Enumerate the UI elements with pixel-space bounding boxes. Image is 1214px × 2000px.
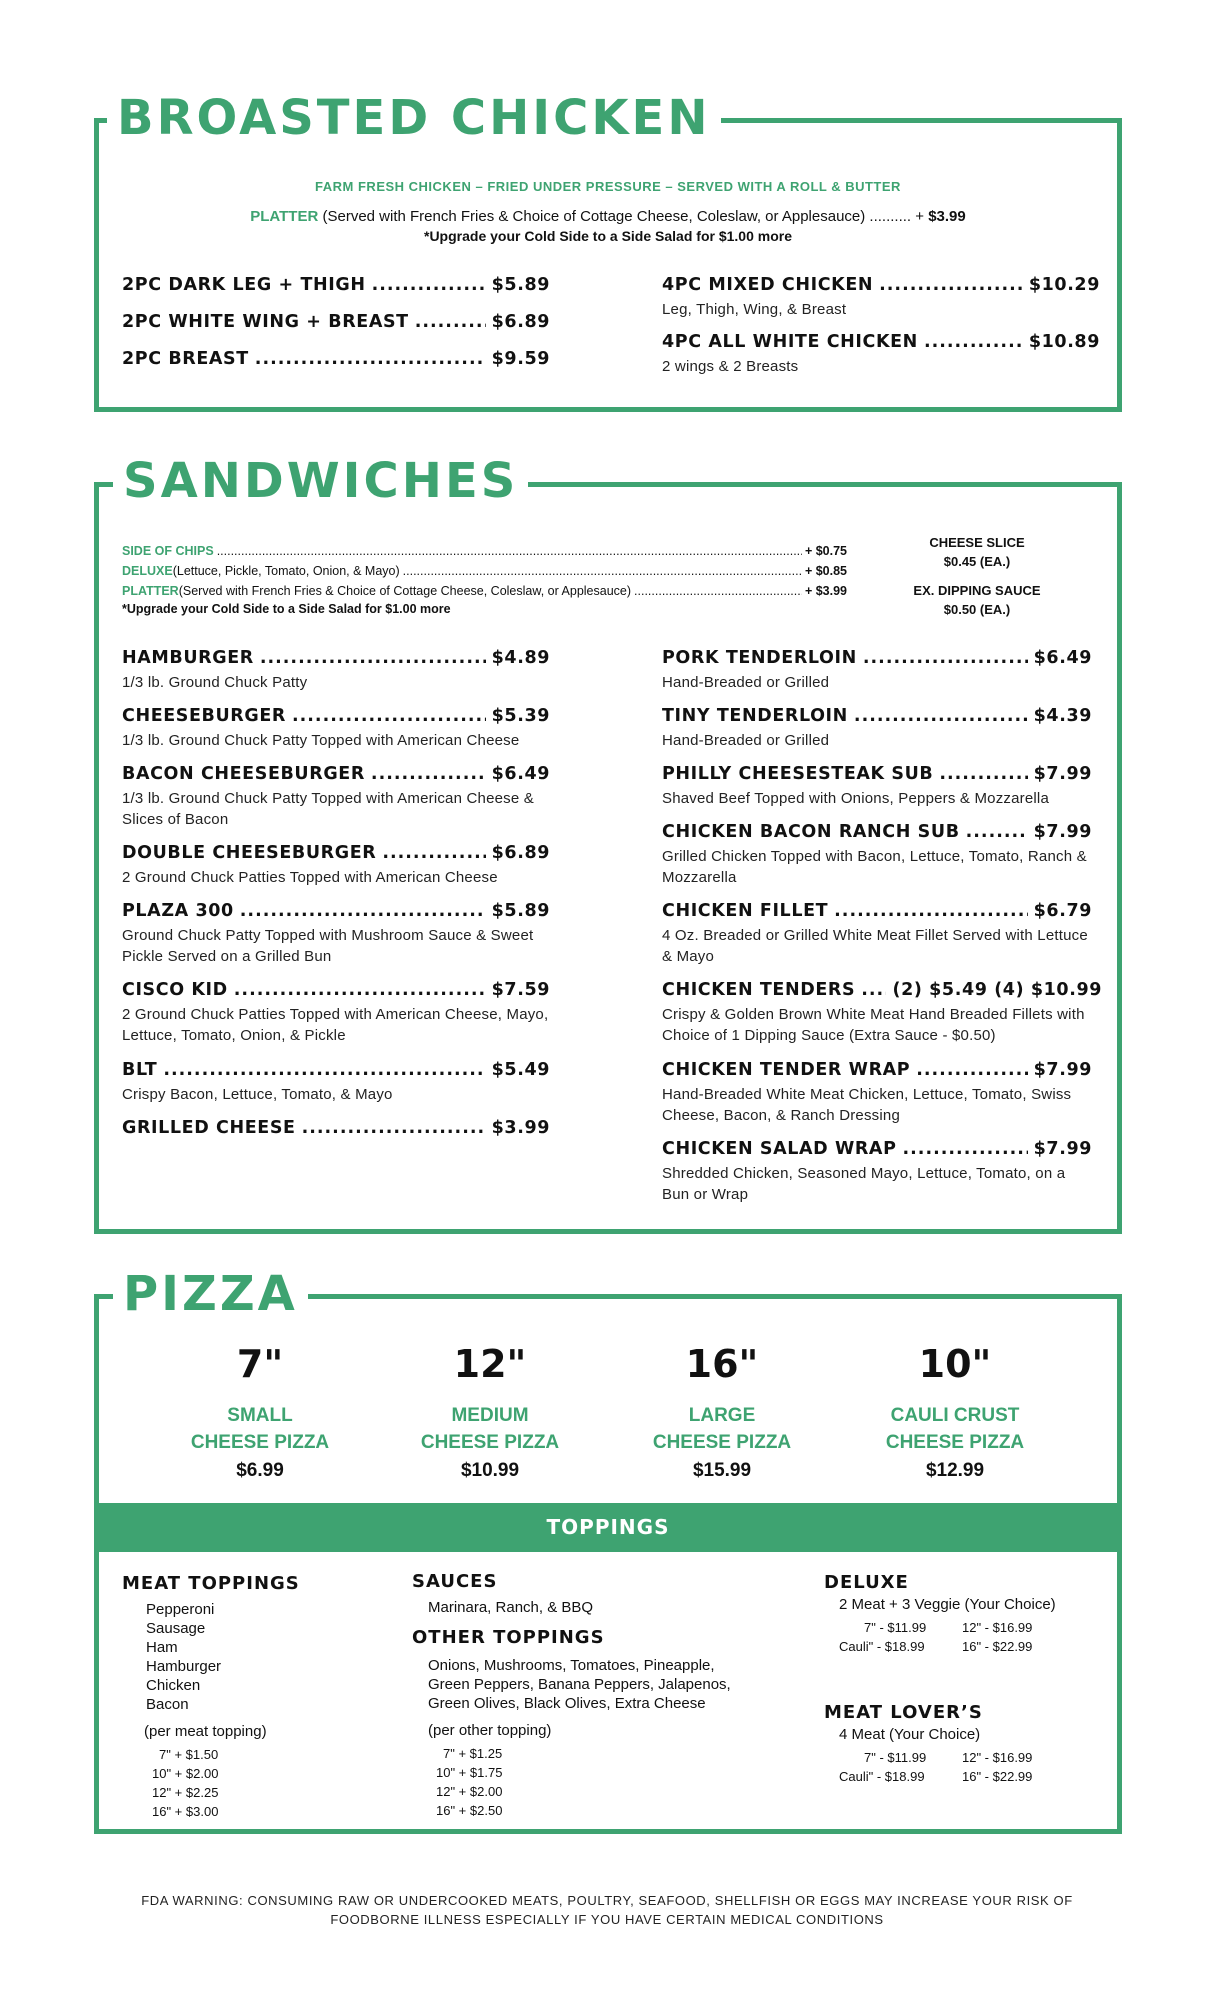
item-name: CHICKEN BACON RANCH SUB — [662, 822, 960, 842]
topping-price: 16" + $3.00 — [152, 1804, 219, 1819]
menu-item — [662, 764, 1092, 809]
leader-dots — [415, 312, 486, 332]
leader-dots — [854, 706, 1028, 726]
meat-toppings — [122, 1573, 382, 1821]
item-description: 2 wings & 2 Breasts — [662, 358, 799, 375]
item-description: Crispy Bacon, Lettuce, Tomato, & Mayo — [122, 1086, 393, 1103]
menu-item — [662, 980, 1102, 1046]
leader-dots — [924, 332, 1023, 352]
list-item: Pepperoni — [146, 1601, 215, 1618]
extra-price: + $0.85 — [804, 564, 847, 578]
platter-price: $3.99 — [928, 208, 966, 225]
pizza-name-line1: CAULI CRUST — [890, 1405, 1020, 1426]
deluxe-price: 7" - $11.99 — [864, 1620, 927, 1635]
meat-lovers-prices — [839, 1748, 1114, 1786]
leader-dots — [916, 1060, 1027, 1080]
item-price: $7.99 — [1033, 764, 1092, 784]
fda-warning-line: FDA WARNING: CONSUMING RAW OR UNDERCOOKED MEATS, POULTRY, SEAFOOD, SHELLFISH OR EGGS MAY INCREASE YOUR RISK OF — [141, 1893, 1073, 1908]
dipping-sauce-price: $0.50 (EA.) — [943, 602, 1011, 617]
leader-dots — [371, 764, 486, 784]
item-price: $9.59 — [491, 349, 550, 369]
cheese-slice-label: CHEESE SLICE — [929, 535, 1025, 550]
item-name: 2PC WHITE WING + BREAST — [122, 312, 409, 332]
deluxe-price: Cauli" - $18.99 — [839, 1639, 925, 1654]
pizza-price: $15.99 — [692, 1460, 752, 1481]
pizza-size-cauli — [855, 1342, 1055, 1482]
item-price: $5.49 — [491, 1060, 550, 1080]
meat-lovers-price: Cauli" - $18.99 — [839, 1769, 925, 1784]
broasted-chicken-title: BROASTED CHICKEN — [107, 94, 721, 142]
leader-dots — [255, 349, 486, 369]
fda-warning-line: FOODBORNE ILLNESS ESPECIALLY IF YOU HAVE CERTAIN MEDICAL CONDITIONS — [330, 1912, 884, 1927]
leader-dots — [403, 564, 802, 578]
topping-price: 10" + $1.75 — [436, 1765, 503, 1780]
topping-price: 10" + $2.00 — [152, 1766, 219, 1781]
extra-label: DELUXE — [122, 564, 173, 578]
pizza-name-line1: MEDIUM — [451, 1405, 529, 1426]
meat-lovers-price: 7" - $11.99 — [864, 1750, 927, 1765]
cheese-slice-note — [882, 533, 1072, 571]
extra-text: (Served with French Fries & Choice of Cottage Cheese, Coleslaw, or Applesauce) — [178, 584, 632, 598]
deluxe-price: 16" - $22.99 — [962, 1639, 1033, 1654]
pizza-price: $12.99 — [925, 1460, 985, 1481]
sauces — [412, 1571, 792, 1617]
pizza-name-line2: CHEESE PIZZA — [885, 1432, 1025, 1453]
cheese-slice-price: $0.45 (EA.) — [943, 554, 1011, 569]
item-description: Ground Chuck Patty Topped with Mushroom Sauce & Sweet Pickle Served on a Grilled Bun — [122, 927, 534, 965]
list-item: Bacon — [146, 1696, 189, 1713]
pizza-size-small — [160, 1342, 360, 1482]
broasted-upgrade: *Upgrade your Cold Side to a Side Salad for $1.00 more — [424, 228, 792, 244]
extra-row — [122, 584, 847, 598]
item-price: $7.99 — [1033, 822, 1092, 842]
extra-price: + $3.99 — [804, 584, 847, 598]
menu-item — [662, 901, 1092, 967]
pizza-price: $6.99 — [236, 1460, 284, 1481]
list-item: Chicken — [146, 1677, 201, 1694]
item-description: Hand-Breaded or Grilled — [662, 674, 830, 691]
item-description: Hand-Breaded White Meat Chicken, Lettuce, Tomato, Swiss Cheese, Bacon, & Ranch Dressing — [662, 1086, 1072, 1124]
pizza-name-line2: CHEESE PIZZA — [420, 1432, 560, 1453]
menu-item — [662, 1060, 1092, 1126]
leader-dots — [260, 648, 486, 668]
sandwiches-title: SANDWICHES — [113, 457, 528, 505]
pizza-size: 12" — [453, 1342, 527, 1386]
leader-dots — [634, 584, 802, 598]
item-name: CHICKEN SALAD WRAP — [662, 1139, 897, 1159]
leader-dots — [372, 275, 486, 295]
item-description: 1/3 lb. Ground Chuck Patty Topped with American Cheese & Slices of Bacon — [122, 790, 534, 828]
leader-dots — [861, 980, 886, 1000]
topping-price: 12" + $2.25 — [152, 1785, 219, 1800]
menu-item — [122, 648, 550, 693]
item-description: 2 Ground Chuck Patties Topped with American Cheese, Mayo, Lettuce, Tomato, Onion, & Pickle — [122, 1006, 549, 1044]
leader-dots — [939, 764, 1027, 784]
item-description: Crispy & Golden Brown White Meat Hand Breaded Fillets with Choice of 1 Dipping Sauce (Extra Sauce - $0.50) — [662, 1006, 1085, 1044]
pizza-size: 16" — [685, 1342, 759, 1386]
item-name: CHICKEN TENDERS — [662, 980, 856, 1000]
extra-label: PLATTER — [122, 584, 179, 598]
topping-price: 7" + $1.25 — [443, 1746, 503, 1761]
menu-item — [662, 822, 1092, 888]
leader-dots — [834, 901, 1027, 921]
item-description: 1/3 lb. Ground Chuck Patty — [122, 674, 308, 691]
item-name: CISCO KID — [122, 980, 228, 1000]
toppings-banner: TOPPINGS — [99, 1503, 1117, 1552]
pizza-name-line2: CHEESE PIZZA — [652, 1432, 792, 1453]
item-description: Grilled Chicken Topped with Bacon, Lettuce, Tomato, Ranch & Mozzarella — [662, 848, 1087, 886]
other-topping-note: (per other topping) — [428, 1722, 552, 1739]
item-name: TINY TENDERLOIN — [662, 706, 848, 726]
leader-dots — [863, 648, 1028, 668]
menu-item — [122, 312, 550, 332]
meat-toppings-title: MEAT TOPPINGS — [122, 1573, 300, 1594]
item-name: CHICKEN FILLET — [662, 901, 829, 921]
item-name: 4PC ALL WHITE CHICKEN — [662, 332, 918, 352]
menu-item — [662, 275, 1100, 320]
item-price: $6.89 — [491, 843, 550, 863]
item-name: BACON CHEESEBURGER — [122, 764, 365, 784]
item-price: $5.39 — [491, 706, 550, 726]
leader-dots — [163, 1060, 485, 1080]
item-price: $10.89 — [1028, 332, 1100, 352]
pizza-size-large — [622, 1342, 822, 1482]
item-description: Shredded Chicken, Seasoned Mayo, Lettuce, Tomato, on a Bun or Wrap — [662, 1165, 1066, 1203]
extra-row — [122, 544, 847, 558]
item-name: GRILLED CHEESE — [122, 1118, 296, 1138]
item-name: BLT — [122, 1060, 158, 1080]
deluxe-price: 12" - $16.99 — [962, 1620, 1033, 1635]
menu-item — [122, 843, 550, 888]
pizza-name-line1: SMALL — [227, 1405, 293, 1426]
platter-text: (Served with French Fries & Choice of Cottage Cheese, Coleslaw, or Applesauce) .......... + — [322, 208, 929, 225]
item-price: $5.89 — [491, 275, 550, 295]
meat-lovers-title: MEAT LOVER’S — [824, 1702, 983, 1723]
item-price: (2) $5.49 (4) $10.99 — [892, 980, 1102, 1000]
item-name: DOUBLE CHEESEBURGER — [122, 843, 377, 863]
leader-dots — [302, 1118, 486, 1138]
dipping-sauce-label: EX. DIPPING SAUCE — [913, 583, 1041, 598]
item-price: $4.89 — [491, 648, 550, 668]
menu-item — [662, 648, 1092, 693]
menu-item — [122, 275, 550, 295]
item-name: 2PC DARK LEG + THIGH — [122, 275, 366, 295]
list-item: Hamburger — [146, 1658, 222, 1675]
meat-topping-list — [146, 1600, 382, 1714]
menu-item — [122, 980, 550, 1046]
leader-dots — [234, 980, 486, 1000]
item-name: CHEESEBURGER — [122, 706, 286, 726]
extra-label: SIDE OF CHIPS — [122, 544, 214, 558]
item-price: $7.99 — [1033, 1060, 1092, 1080]
item-description: Shaved Beef Topped with Onions, Peppers & Mozzarella — [662, 790, 1050, 807]
leader-dots — [292, 706, 486, 726]
other-toppings-title: OTHER TOPPINGS — [412, 1627, 605, 1648]
item-description: 4 Oz. Breaded or Grilled White Meat Fillet Served with Lettuce & Mayo — [662, 927, 1088, 965]
item-name: PORK TENDERLOIN — [662, 648, 857, 668]
list-item: Onions, Mushrooms, Tomatoes, Pineapple, — [428, 1657, 715, 1674]
sauces-title: SAUCES — [412, 1571, 498, 1592]
item-price: $10.29 — [1028, 275, 1100, 295]
item-price: $7.59 — [491, 980, 550, 1000]
item-description: 2 Ground Chuck Patties Topped with American Cheese — [122, 869, 498, 886]
pizza-size: 7" — [236, 1342, 284, 1386]
meat-topping-prices — [152, 1745, 382, 1821]
platter-label: PLATTER — [250, 208, 319, 225]
topping-price: 16" + $2.50 — [436, 1803, 503, 1818]
pizza-price: $10.99 — [460, 1460, 520, 1481]
extra-row — [122, 564, 847, 578]
item-description: Hand-Breaded or Grilled — [662, 732, 830, 749]
deluxe-pizza — [824, 1572, 1114, 1656]
item-name: HAMBURGER — [122, 648, 254, 668]
meat-lovers-pizza — [824, 1702, 1114, 1786]
list-item: Green Olives, Black Olives, Extra Cheese — [428, 1695, 706, 1712]
menu-item — [122, 901, 550, 967]
topping-price: 7" + $1.50 — [159, 1747, 219, 1762]
menu-item — [662, 1139, 1092, 1205]
item-price: $4.39 — [1033, 706, 1092, 726]
list-item: Sausage — [146, 1620, 206, 1637]
item-description: Leg, Thigh, Wing, & Breast — [662, 301, 847, 318]
menu-item — [122, 1118, 550, 1138]
leader-dots — [966, 822, 1028, 842]
pizza-size-medium — [390, 1342, 590, 1482]
other-topping-prices — [436, 1744, 792, 1820]
item-name: PLAZA 300 — [122, 901, 234, 921]
extra-price: + $0.75 — [804, 544, 847, 558]
item-price: $6.89 — [491, 312, 550, 332]
meat-topping-note: (per meat topping) — [144, 1723, 267, 1740]
dipping-sauce-note — [882, 581, 1072, 619]
deluxe-subtitle: 2 Meat + 3 Veggie (Your Choice) — [839, 1596, 1056, 1613]
sandwich-extras — [122, 544, 847, 616]
leader-dots — [217, 544, 802, 558]
list-item: Green Peppers, Banana Peppers, Jalapenos, — [428, 1676, 731, 1693]
deluxe-title: DELUXE — [824, 1572, 909, 1593]
pizza-name-line1: LARGE — [688, 1405, 756, 1426]
menu-item — [122, 764, 550, 830]
item-description: 1/3 lb. Ground Chuck Patty Topped with American Cheese — [122, 732, 520, 749]
item-price: $6.49 — [491, 764, 550, 784]
menu-item — [122, 1060, 550, 1105]
leader-dots — [382, 843, 485, 863]
other-toppings-list — [428, 1656, 792, 1713]
deluxe-prices — [839, 1618, 1114, 1656]
item-name: 4PC MIXED CHICKEN — [662, 275, 874, 295]
item-price: $3.99 — [491, 1118, 550, 1138]
sandwich-upgrade: *Upgrade your Cold Side to a Side Salad for $1.00 more — [122, 602, 451, 616]
broasted-tagline: FARM FRESH CHICKEN – FRIED UNDER PRESSURE – SERVED WITH A ROLL & BUTTER — [315, 179, 901, 194]
meat-lovers-price: 12" - $16.99 — [962, 1750, 1033, 1765]
meat-lovers-price: 16" - $22.99 — [962, 1769, 1033, 1784]
item-price: $5.89 — [491, 901, 550, 921]
extra-text: (Lettuce, Pickle, Tomato, Onion, & Mayo) — [172, 564, 400, 578]
leader-dots — [879, 275, 1023, 295]
item-name: PHILLY CHEESESTEAK SUB — [662, 764, 934, 784]
pizza-title: PIZZA — [113, 1270, 308, 1318]
menu-item — [122, 349, 550, 369]
other-toppings — [412, 1627, 792, 1820]
leader-dots — [240, 901, 486, 921]
meat-lovers-subtitle: 4 Meat (Your Choice) — [839, 1726, 981, 1743]
item-price: $6.49 — [1033, 648, 1092, 668]
sauces-list: Marinara, Ranch, & BBQ — [428, 1599, 594, 1616]
pizza-name-line2: CHEESE PIZZA — [190, 1432, 330, 1453]
broasted-platter-line — [94, 208, 1122, 225]
menu-item — [662, 332, 1100, 377]
topping-price: 12" + $2.00 — [436, 1784, 503, 1799]
item-name: CHICKEN TENDER WRAP — [662, 1060, 911, 1080]
menu-item — [662, 706, 1092, 751]
item-price: $6.79 — [1033, 901, 1092, 921]
item-price: $7.99 — [1033, 1139, 1092, 1159]
list-item: Ham — [146, 1639, 178, 1656]
item-name: 2PC BREAST — [122, 349, 249, 369]
menu-item — [122, 706, 550, 751]
leader-dots — [903, 1139, 1028, 1159]
fda-warning — [60, 1891, 1154, 1929]
pizza-size: 10" — [918, 1342, 992, 1386]
